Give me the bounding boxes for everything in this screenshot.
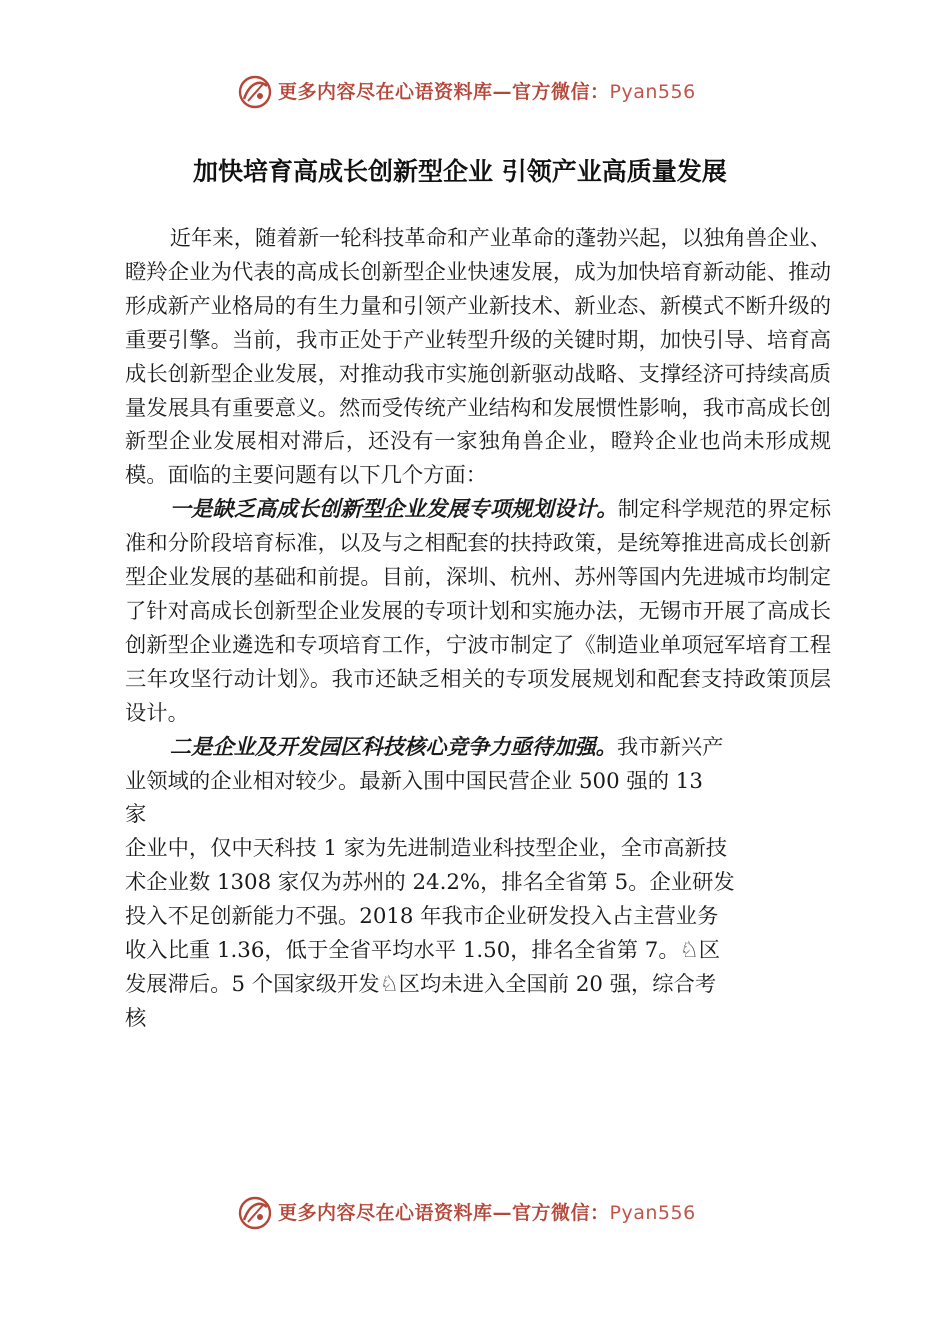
point-2-line-4: 企业中，仅中天科技 1 家为先进制造业科技型企业，全市高新技 — [125, 836, 728, 862]
point-2-line-2: 业领域的企业相对较少。最新入围中国民营企业 500 强的 13 — [125, 768, 703, 794]
point-2-line-1-tail: 我市新兴产 — [616, 734, 724, 760]
banner-text — [278, 1199, 696, 1227]
point-2-line-7: 收入比重 1.36，低于全省平均水平 1.50，排名全省第 7。♘区 — [125, 938, 721, 964]
point-2-line-3: 家 — [125, 802, 147, 828]
banner-text — [278, 78, 696, 106]
point-2-line-1 — [125, 731, 831, 765]
header-banner — [0, 72, 950, 112]
banner-text-cn: 更多内容尽在心语资料库—官方微信： — [278, 81, 610, 103]
point-2-line-8: 发展滞后。5 个国家级开发♘区均未进入全国前 20 强，综合考 — [125, 971, 717, 997]
document-title: 加快培育高成长创新型企业 引领产业高质量发展 — [193, 157, 727, 186]
paragraph-point-1 — [125, 493, 831, 730]
banner-text-cn: 更多内容尽在心语资料库—官方微信： — [278, 1202, 610, 1224]
banner-wechat-id: Pyan556 — [609, 81, 696, 103]
document-body — [125, 222, 831, 1036]
point-2-line-9: 核 — [125, 1005, 147, 1031]
point-2-heading: 二是企业及开发园区科技核心竞争力亟待加强。 — [169, 734, 617, 760]
paragraph-intro: 近年来，随着新一轮科技革命和产业革命的蓬勃兴起，以独角兽企业、瞪羚企业为代表的高成长创新型企业快速发展，成为加快培育新动能、推动形成新产业格局的有生力量和引领产业新技术、新业态、新模式不断升级的重要引擎。当前，我市正处于产业转型升级的关键时期，加快引导、培育高成长创新型企业发展，对推动我市实施创新驱动战略、支撑经济可持续高质量发展具有重要意义。然而受传统产业结构和发展惯性影响，我市高成长创新型企业发展相对滞后，还没有一家独角兽企业，瞪羚企业也尚未形成规模。面临的主要问题有以下几个方面： — [125, 226, 831, 489]
point-2-line-6: 投入不足创新能力不强。2018 年我市企业研发投入占主营业务 — [125, 904, 719, 930]
brand-logo-icon — [236, 74, 274, 110]
point-1-body: 制定科学规范的界定标准和分阶段培育标准，以及与之相配套的扶持政策，是统筹推进高成长创新型企业发展的基础和前提。目前，深圳、杭州、苏州等国内先进城市均制定了针对高成长创新型企业发展的专项计划和实施办法，无锡市开展了高成长创新型企业遴选和专项培育工作，宁波市制定了《制造业单项冠军培育工程三年攻坚行动计划》。我市还缺乏相关的专项发展规划和配套支持政策顶层设计。 — [125, 497, 831, 726]
brand-logo-icon — [236, 1195, 274, 1231]
point-2-line-5: 术企业数 1308 家仅为苏州的 24.2%，排名全省第 5。企业研发 — [125, 870, 735, 896]
point-1-heading: 一是缺乏高成长创新型企业发展专项规划设计。 — [169, 497, 618, 523]
footer-banner — [0, 1193, 950, 1233]
banner-wechat-id: Pyan556 — [609, 1202, 696, 1224]
paragraph-point-2 — [125, 731, 831, 1036]
